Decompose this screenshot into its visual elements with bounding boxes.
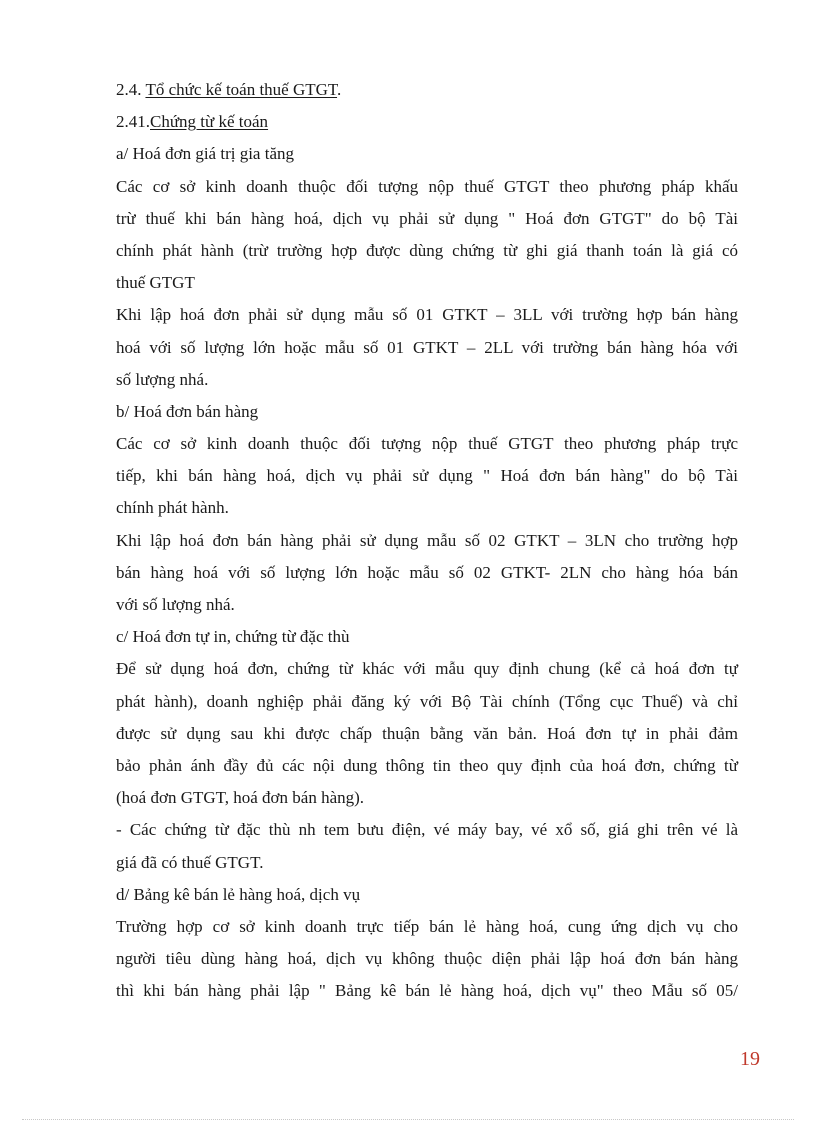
section-d-title: d/ Bảng kê bán lẻ hàng hoá, dịch vụ	[116, 884, 361, 904]
section-b-title: b/ Hoá đơn bán hàng	[116, 401, 259, 421]
paragraph-line: Các cơ sở kinh doanh thuộc đối tượng nộp thuế GTGT theo phương pháp khấu	[116, 176, 738, 196]
heading-number: 2.4.	[116, 80, 146, 99]
page-bottom-divider	[22, 1119, 794, 1120]
heading-number: 2.41.	[116, 112, 150, 132]
paragraph-line: bán hàng hoá với số lượng lớn hoặc mẫu số 02 GTKT- 2LN cho hàng hóa bán	[116, 562, 738, 582]
document-page	[116, 74, 738, 1007]
heading-2-4	[116, 74, 738, 106]
heading-title: Chứng từ kế toán	[150, 112, 269, 132]
page-number: 19	[740, 1048, 760, 1070]
paragraph-line: với số lượng nhá.	[116, 595, 235, 614]
paragraph-line: Khi lập hoá đơn bán hàng phải sử dụng mẫu số 02 GTKT – 3LN cho trường hợp	[116, 530, 738, 550]
heading-title: Tổ chức kế toán thuế GTGT	[145, 80, 338, 99]
paragraph-line: người tiêu dùng hàng hoá, dịch vụ không thuộc diện phải lập hoá đơn bán hàng	[116, 949, 738, 969]
paragraph-line: - Các chứng từ đặc thù nh tem bưu điện, vé máy bay, vé xổ số, giá ghi trên vé là	[116, 820, 738, 840]
paragraph-line: giá đã có thuế GTGT.	[116, 852, 264, 872]
paragraph-line: Để sử dụng hoá đơn, chứng từ khác với mẫu quy định chung (kể cả hoá đơn tự	[116, 659, 738, 679]
paragraph-line: thuế GTGT	[116, 273, 195, 293]
paragraph-line: chính phát hành.	[116, 498, 229, 518]
paragraph-line: chính phát hành (trừ trường hợp được dùng chứng từ ghi giá thanh toán là giá có	[116, 240, 738, 260]
paragraph-line: được sử dụng sau khi được chấp thuận bằng văn bản. Hoá đơn tự in phải đảm	[116, 723, 738, 743]
paragraph-line: Trường hợp cơ sở kinh doanh trực tiếp bán lẻ hàng hoá, cung ứng dịch vụ cho	[116, 916, 738, 936]
paragraph-line: số lượng nhá.	[116, 369, 209, 389]
section-c-title: c/ Hoá đơn tự in, chứng từ đặc thù	[116, 627, 350, 647]
paragraph-line: thì khi bán hàng phải lập " Bảng kê bán lẻ hàng hoá, dịch vụ" theo Mẫu số 05/	[116, 981, 738, 1001]
paragraph-line: trừ thuế khi bán hàng hoá, dịch vụ phải sử dụng " Hoá đơn GTGT" do bộ Tài	[116, 208, 738, 228]
paragraph-line: phát hành), doanh nghiệp phải đăng ký với Bộ Tài chính (Tổng cục Thuế) và chỉ	[116, 691, 738, 711]
paragraph-line: tiếp, khi bán hàng hoá, dịch vụ phải sử dụng " Hoá đơn bán hàng" do bộ Tài	[116, 466, 738, 486]
paragraph-line: Các cơ sở kinh doanh thuộc đối tượng nộp thuế GTGT theo phương pháp trực	[116, 434, 738, 454]
section-a-title: a/ Hoá đơn giá trị gia tăng	[116, 144, 294, 164]
paragraph-line: hoá với số lượng lớn hoặc mẫu số 01 GTKT – 2LL với trường bán hàng hóa với	[116, 337, 738, 357]
paragraph-line: Khi lập hoá đơn phải sử dụng mẫu số 01 GTKT – 3LL với trường hợp bán hàng	[116, 305, 738, 325]
paragraph-line: bảo phản ánh đầy đủ các nội dung thông tin theo quy định của hoá đơn, chứng từ	[116, 755, 738, 775]
heading-trail: .	[337, 80, 342, 99]
heading-2-41	[116, 106, 738, 138]
paragraph-line: (hoá đơn GTGT, hoá đơn bán hàng).	[116, 788, 365, 808]
